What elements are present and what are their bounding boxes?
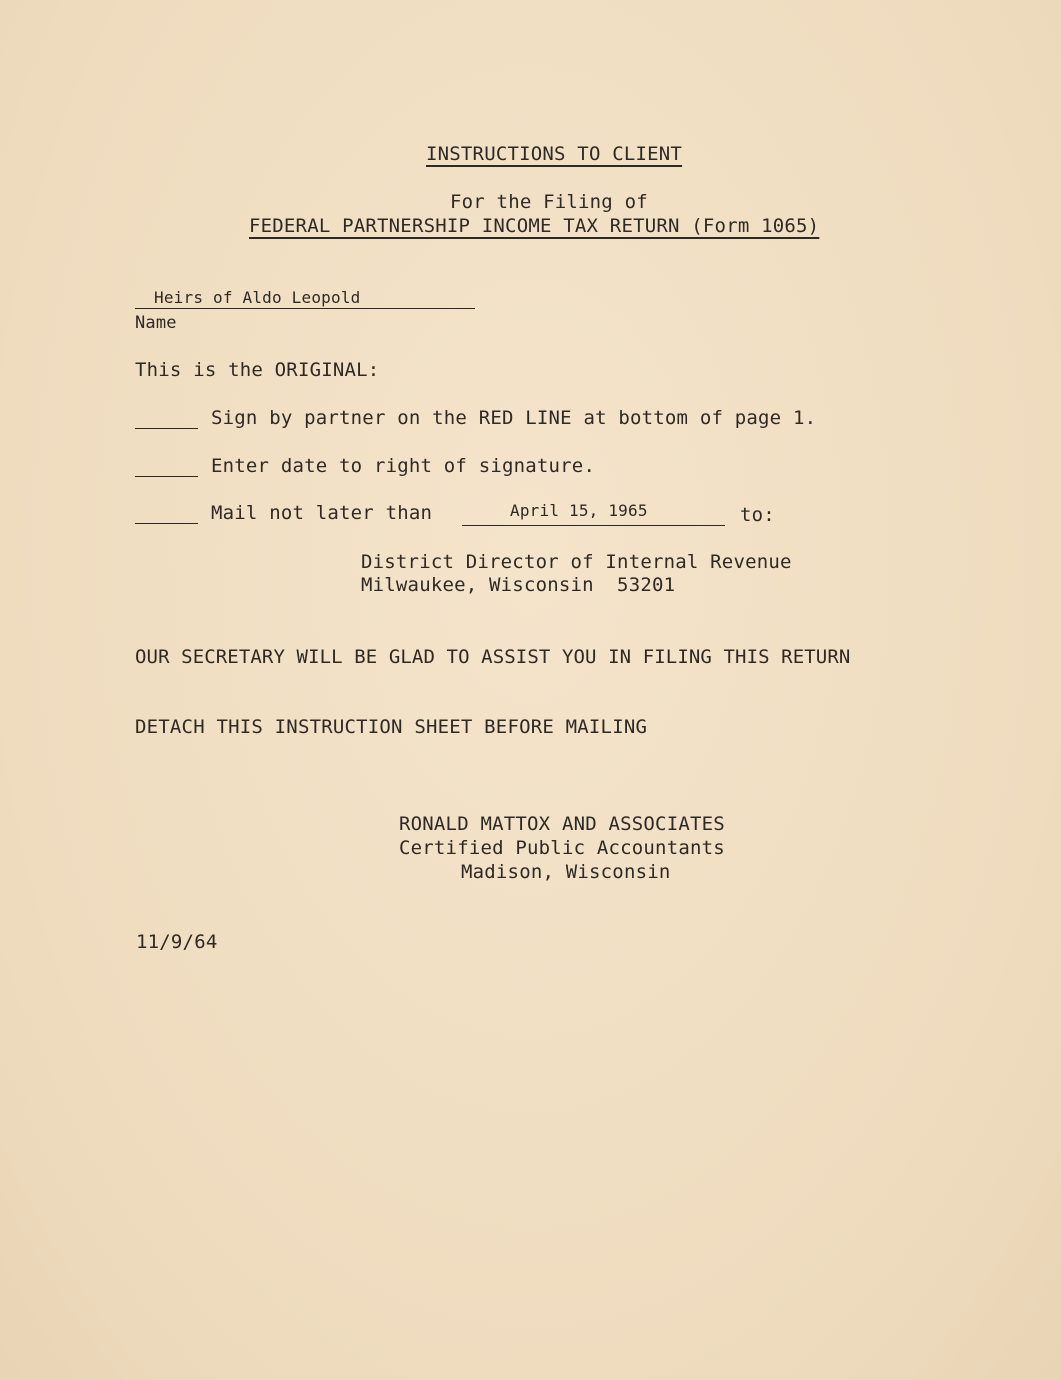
original-heading: This is the ORIGINAL: xyxy=(135,359,380,381)
checkbox-line-sign xyxy=(135,428,198,429)
firm-name: RONALD MATTOX AND ASSOCIATES xyxy=(399,813,725,835)
checkbox-line-date xyxy=(135,476,198,477)
detach-notice: DETACH THIS INSTRUCTION SHEET BEFORE MAILING xyxy=(135,716,648,738)
name-label: Name xyxy=(135,313,177,333)
assist-notice: OUR SECRETARY WILL BE GLAD TO ASSIST YOU IN FILING THIS RETURN xyxy=(135,646,851,668)
mail-to-label: to: xyxy=(740,504,775,526)
checkbox-line-mail xyxy=(135,523,198,524)
name-underline xyxy=(135,308,475,309)
address-line-1: District Director of Internal Revenue xyxy=(361,551,792,573)
firm-location: Madison, Wisconsin xyxy=(461,861,671,883)
subtitle-line-2: FEDERAL PARTNERSHIP INCOME TAX RETURN (Form 1065) xyxy=(249,215,820,237)
subtitle-line-1: For the Filing of xyxy=(450,191,648,213)
document-title: INSTRUCTIONS TO CLIENT xyxy=(426,143,683,165)
document-date: 11/9/64 xyxy=(136,931,218,953)
checklist-item-date: Enter date to right of signature. xyxy=(211,455,596,477)
checklist-item-sign: Sign by partner on the RED LINE at bottom of page 1. xyxy=(211,407,817,429)
firm-profession: Certified Public Accountants xyxy=(399,837,725,859)
name-value: Heirs of Aldo Leopold xyxy=(154,288,361,307)
mail-date-value: April 15, 1965 xyxy=(510,501,648,520)
mail-date-underline xyxy=(462,525,725,526)
checklist-item-mail: Mail not later than xyxy=(211,502,433,524)
address-line-2: Milwaukee, Wisconsin 53201 xyxy=(361,574,676,596)
